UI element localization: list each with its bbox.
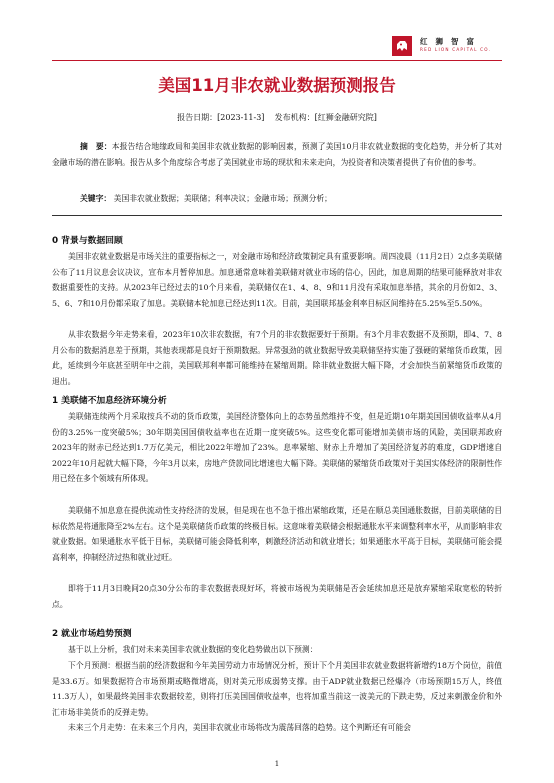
publisher: 发布机构：[红狮金融研究院] [274,113,377,122]
paragraph: 美联储不加息意在提供流动性支持经济的发展，但是现在也不急于推出紧缩政策，还是在顺总美国通胀数据，目前美联储的目标依然是将通胀降至2%左右。这个是美联储货币政策的终极目标。这意味着美联储会根据通胀水平来调整利率水平，从而影响非农就业数据。如果通胀水平低于目标，美联储可能会降低利率，刺激经济活动和就业增长；如果通胀水平高于目标，美联储可能会提高利率，抑制经济过热和就业过旺。 [52,506,502,562]
report-title: 美国11月非农就业数据预测报告 [158,76,396,95]
page-header [52,30,502,61]
paragraph: 基于以上分析，我们对未来美国非农就业数据的变化趋势做出以下预测： [68,645,318,654]
keywords-text: 美国非农就业数据；美联储；利率决议；金融市场；预测分析； [113,194,332,203]
paragraph: 从非农数据今年走势来看，2023年10次非农数据，有7个月的非农数据要好于预期。有3个月非农数据不及预期，即4、7、8月公布的数据消息差于预期，其他表现都是良好于预期数据。异常强劲的就业数据导致美联储坚持实施了强硬的紧缩货币政策，因此，延续到今年底甚至明年中之前，美国联邦利率都可能维持在紧缩周期。除非就业数据大幅下降，才会加快当前紧缩货币政策的退出。 [52,330,502,386]
logo-english-text: RED LION CAPITAL CO. [420,47,492,52]
paragraph: 未来三个月走势：在未来三个月内，美国非农就业市场将改为震荡回落的趋势。这个判断还有可能会 [68,723,412,732]
keywords-label: 关键字： [80,194,112,203]
company-logo [392,34,502,56]
section-heading: 2 就业市场趋势预测 [52,629,132,639]
report-date: 报告日期：[2023-11-3] [177,113,265,122]
page-number: 1 [274,760,280,768]
abstract-text: 本报告结合地缘政局和美国非农就业数据的影响因素，预测了美国10月非农就业数据的变化趋势，并分析了其对金融市场的潜在影响。报告从多个角度综合考虑了美国就业市场的现状和未来走向，为投资者和决策者提供了有价值的参考。 [52,142,502,167]
paragraph: 美国非农就业数据是市场关注的重要指标之一，对金融市场和经济政策制定具有重要影响。周四凌晨（11月2日）2点多美联储公布了11月议息会议决议，宣布本月暂停加息。加息通常意味着美联储对就业市场的信心，因此，加息周期的结果可能释放对非农数据重要性的支持。从2023年已经过去的10个月来看，美联储仅在1、4、8、9和11月没有采取加息举措，其余的月份如2、3、5、6、7和10月份都采取了加息。美联储本轮加息已经达到11次。目前，美国联邦基金利率目标区间维持在5.25%至5.50%。 [52,252,502,308]
section-heading: 0 背景与数据回顾 [52,236,123,246]
keywords [80,193,502,204]
abstract-label: 摘 要： [80,142,112,151]
logo-chinese-text: 红狮智富 [420,37,482,46]
paragraph: 即将于11月3日晚间20点30分公布的非农数据表现好坏，将被市场视为美联储是否会延续加息还是放弃紧缩采取宽松的转折点。 [52,584,502,609]
divider [52,215,502,216]
paragraph: 美联储连续两个月采取按兵不动的货币政策，美国经济整体向上的态势虽然维持不变，但是近期10年期美国国债收益率从4月份的3.25%一度突破5%；30年期美国国债收益率也在近期一度突破5%。这些变化都可能增加美债市场的风险，美国联邦政府2023年的财赤已经达到1.7万亿美元，相比2022年增加了23%。息率紧缩、财赤上升增加了美国经济复苏的难度，GDP增速自2022年10月起就大幅下降，今年3月以来，房地产贷款同比增速也大幅下降。美联储的紧缩货币政策对于美国实体经济的限制性作用已经在多个领域有所体现。 [52,412,502,484]
abstract [52,139,502,170]
section-heading: 1 美联储不加息经济环境分析 [52,396,167,406]
lion-logo-icon [392,36,412,56]
paragraph: 下个月预测：根据当前的经济数据和今年美国劳动力市场情况分析，预计下个月美国非农就业数据将新增约18万个岗位，前值是33.6万。如果数据符合市场预期或略微增高，则对美元形成弱势支撑。由于ADP就业数据已经爆冷（市场预期15万人，终值11.3万人），如果最终美国非农数据较差，则将打压美国国债收益率，也将加重当前这一波美元的下跌走势，反过来刺激金价和外汇市场非美货币的反弹走势。 [52,661,502,717]
report-meta [0,112,554,123]
